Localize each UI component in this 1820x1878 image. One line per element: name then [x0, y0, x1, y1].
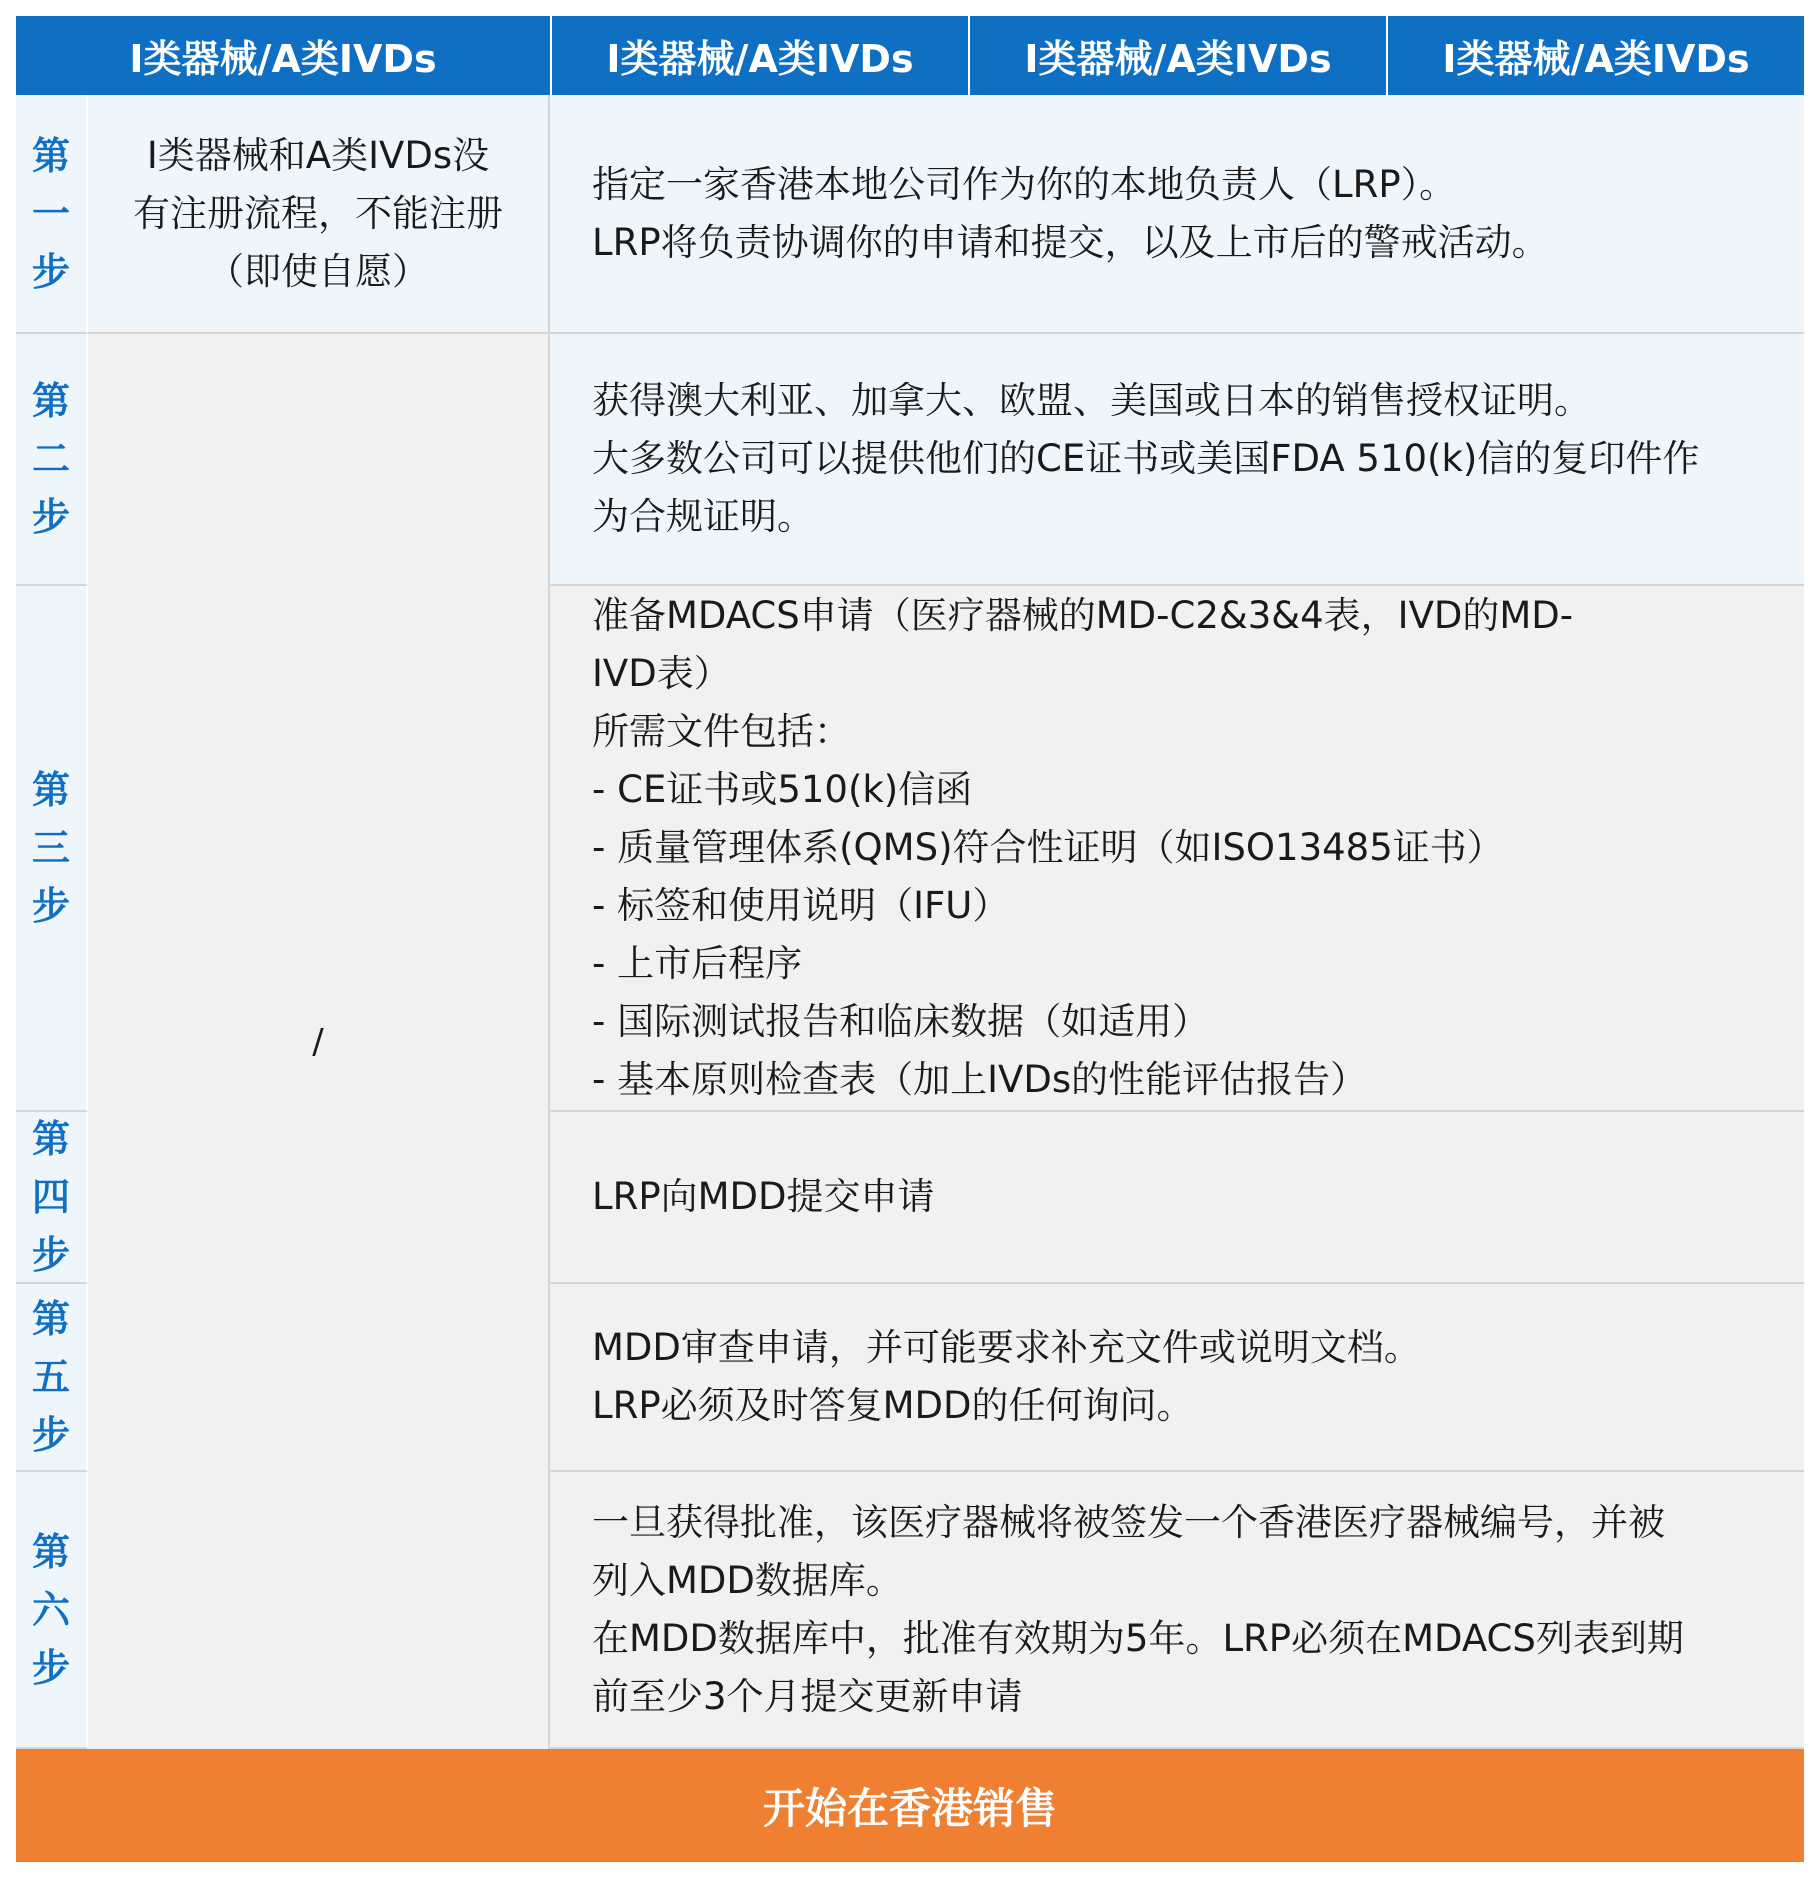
step-content-5: MDD审查申请，并可能要求补充文件或说明文档。 LRP必须及时答复MDD的任何询问。 — [550, 1284, 1804, 1472]
step-label-4: 第 四 步 — [16, 1112, 88, 1284]
class-note-line: （即使自愿） — [207, 249, 429, 293]
step-label-6: 第 六 步 — [16, 1472, 88, 1749]
table-header — [16, 16, 1804, 95]
step-content-6: 一旦获得批准，该医疗器械将被签发一个香港医疗器械编号，并被 列入MDD数据库。 在MDD数据库中，批准有效期为5年。LRP必须在MDACS列表到期 前至少3个月提交更新申请 — [550, 1472, 1804, 1749]
step-label-5: 第 五 步 — [16, 1284, 88, 1472]
slash-mark: / — [312, 1021, 324, 1062]
step-label-3: 第 三 步 — [16, 586, 88, 1112]
step-label-1: 第 一 步 — [16, 95, 88, 334]
step-content-3: 准备MDACS申请（医疗器械的MD-C2&3&4表，IVD的MD- IVD表） 所需文件包括： - CE证书或510(k)信函 - 质量管理体系(QMS)符合性证明（如ISO13485证书） - 标签和使用说明（IFU） - 上市后程序 - 国际测试报告和临床数据（如适用） - 基本原则检查表（加上IVDs的性能评估报告） — [550, 586, 1804, 1112]
class-note-line: 有注册流程，不能注册 — [133, 191, 503, 235]
step-content-4: LRP向MDD提交申请 — [550, 1112, 1804, 1284]
header-column-4: I类器械/A类IVDs — [1386, 16, 1804, 95]
header-column-2: I类器械/A类IVDs — [550, 16, 968, 95]
class-note-line: I类器械和A类IVDs没 — [146, 133, 490, 177]
step-content-2: 获得澳大利亚、加拿大、欧盟、美国或日本的销售授权证明。 大多数公司可以提供他们的CE证书或美国FDA 510(k)信的复印件作 为合规证明。 — [550, 334, 1804, 586]
process-table — [16, 16, 1804, 1862]
start-selling-banner: 开始在香港销售 — [16, 1749, 1804, 1862]
step-content-1: 指定一家香港本地公司作为你的本地负责人（LRP）。 LRP将负责协调你的申请和提交，以及上市后的警戒活动。 — [550, 95, 1804, 334]
header-column-3: I类器械/A类IVDs — [968, 16, 1386, 95]
class-note-cell — [88, 95, 550, 334]
header-column-1: I类器械/A类IVDs — [129, 37, 437, 81]
merged-description-cell — [88, 334, 550, 1749]
step-label-2: 第 二 步 — [16, 334, 88, 586]
